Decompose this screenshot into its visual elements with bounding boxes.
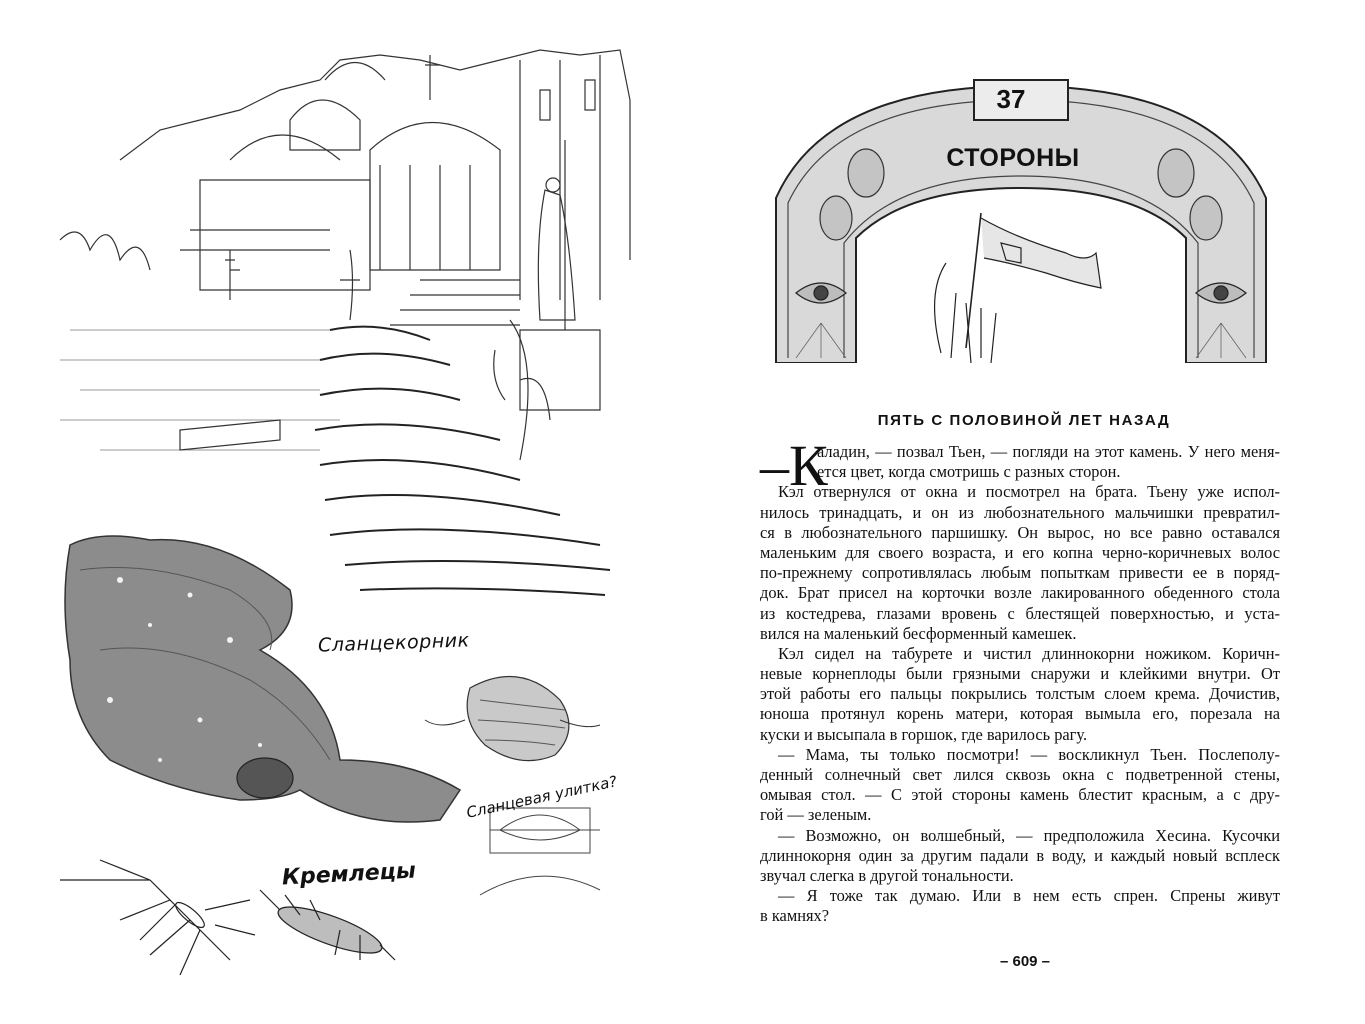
text-line: маленьким для своего возраста, и его копна черно-коричневых волос xyxy=(760,542,1280,562)
drop-cap: –К xyxy=(760,433,828,498)
text-line: нилось тринадцать, и он из любознательного мальчишки превратил- xyxy=(760,502,1280,522)
text-line: юноша протянул корень матери, которая вымыла его, порезала на xyxy=(760,704,1280,724)
text-line: омывая стол. — С этой стороны камень блестит красным, а с дру- xyxy=(760,785,1280,805)
page-number: – 609 – xyxy=(999,953,1051,970)
text-line: Кэл отвернулся от окна и посмотрел на брата. Тьену уже испол- xyxy=(778,482,1280,502)
text-line: ся в любознательного паршишку. Он вырос, но все равно оставался xyxy=(760,522,1280,542)
text-line: — Возможно, он волшебный, — предположила Хесина. Кусочки xyxy=(778,825,1280,845)
text-line: Кэл сидел на табурете и чистил длиннокорни ножиком. Коричн- xyxy=(778,643,1280,663)
text-line: в камнях? xyxy=(760,906,829,926)
text-line: звучал слегка в другой тональности. xyxy=(760,865,1014,885)
chapter-title: СТОРОНЫ xyxy=(946,144,1080,172)
chapter-subtitle: ПЯТЬ С ПОЛОВИНОЙ ЛЕТ НАЗАД xyxy=(877,412,1171,429)
text-line: — Мама, ты только посмотри! — воскликнул Тьен. Послеполу- xyxy=(778,744,1280,764)
chapter-number: 37 xyxy=(996,84,1026,114)
text-line: — Я тоже так думаю. Или в нем есть спрен. Спрены живут xyxy=(778,886,1280,906)
text-line: длиннокорня один за другим падали в воду, и каждый новый всплеск xyxy=(760,845,1280,865)
text-line: аладин, — позвал Тьен, — погляди на этот камень. У него меня- xyxy=(817,442,1280,461)
label-slate-roots: Сланцекорник xyxy=(317,629,470,657)
text-line: из костедрева, глазами вровень с блестящей поверхностью, и уста- xyxy=(760,603,1280,623)
text-line: невые корнеплоды были грязными снаружи и клейкими внутри. От xyxy=(760,664,1280,684)
text-line: денный солнечный свет лился сквозь окна с подветренной стены, xyxy=(760,765,1280,784)
text-line: гой — зеленым. xyxy=(760,805,872,825)
right-page-text xyxy=(683,0,1365,1024)
text-line: этой работы его пальцы покрылись толстым слоем крема. Дочистив, xyxy=(760,684,1280,704)
text-line: по-прежнему сопротивлялась любым попыткам привести ее в поряд- xyxy=(760,563,1280,583)
label-cremlings: Кремлецы xyxy=(281,858,417,891)
chapter-arch-ornament xyxy=(766,78,1276,363)
text-line: док. Брат присел на корточки возле лакированного обеденного стола xyxy=(760,583,1280,603)
text-line: вился на маленький бесформенный камешек. xyxy=(760,623,1077,643)
chapter-body-text xyxy=(760,442,1280,927)
label-slate-snail: Сланцевая улитка? xyxy=(464,772,619,822)
text-line: ется цвет, когда смотришь с разных сторон. xyxy=(817,462,1121,482)
text-line: куски и высыпала в горшок, где варилось рагу. xyxy=(760,724,1088,744)
